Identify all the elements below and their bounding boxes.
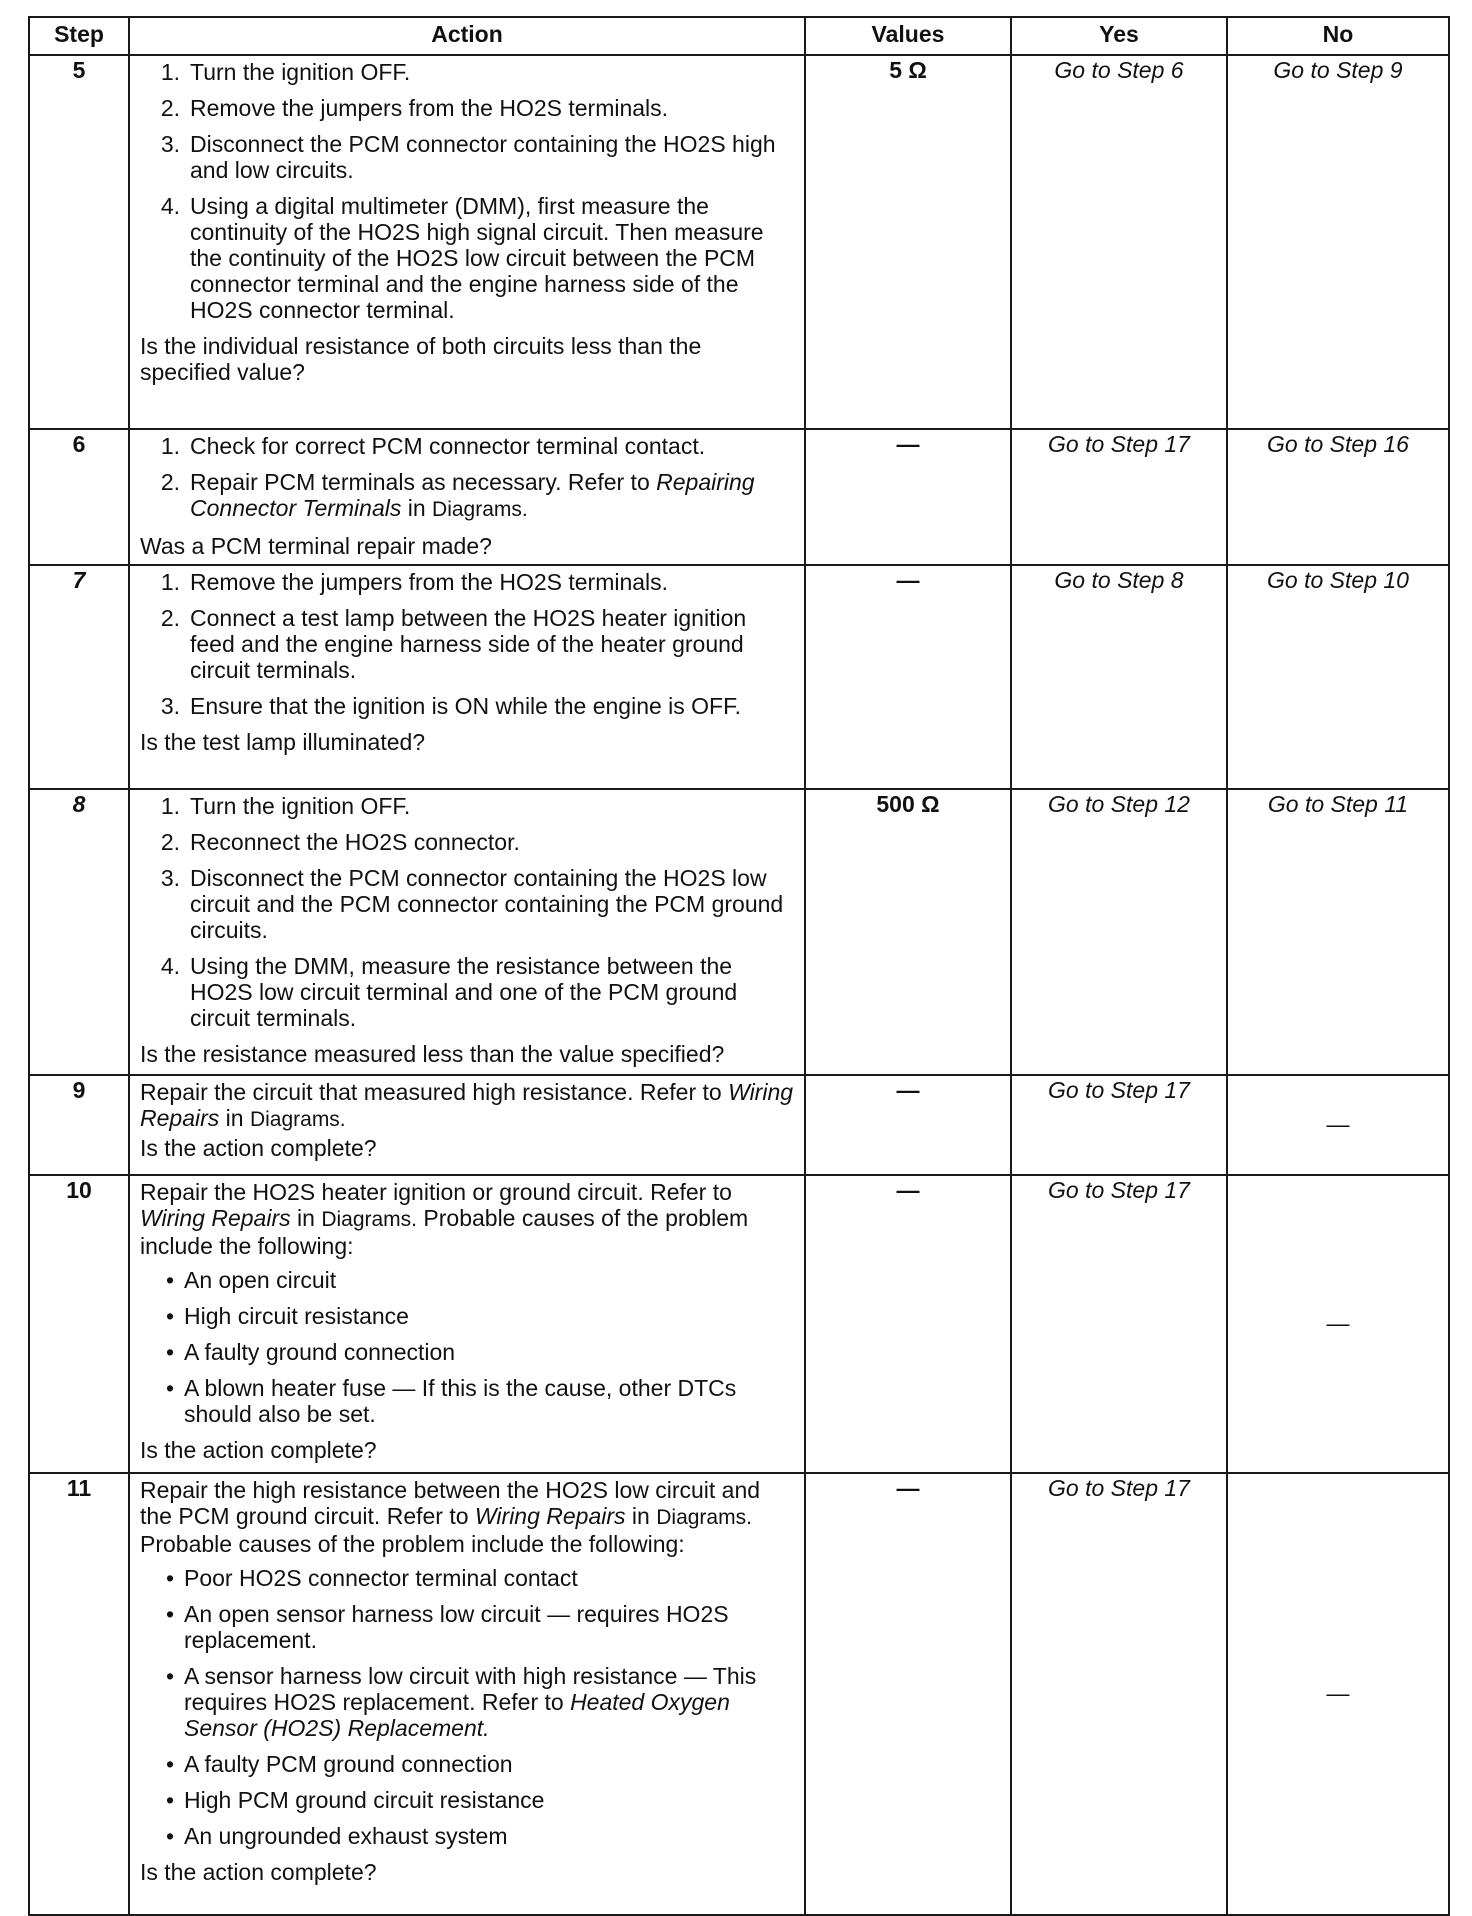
value-cell: — [805, 1473, 1011, 1915]
diagnostic-table [28, 16, 1450, 1916]
action-steps-list [140, 59, 794, 323]
no-cell: Go to Step 11 [1227, 789, 1449, 1075]
header-action: Action [129, 17, 805, 55]
list-item: • A faulty ground connection [165, 1339, 456, 1365]
step-number: 5 [29, 55, 129, 429]
list-item: 2. Reconnect the HO2S connector. [160, 829, 520, 855]
yes-cell: Go to Step 17 [1011, 1473, 1227, 1915]
value-cell: — [805, 565, 1011, 789]
list-item: • An open circuit [165, 1267, 337, 1293]
action-cell [129, 789, 805, 1075]
list-item: 1. Check for correct PCM connector terminal contact. [160, 433, 706, 459]
step-number: 11 [29, 1473, 129, 1915]
step-number: 7 [29, 565, 129, 789]
value-cell: — [805, 1175, 1011, 1473]
header-row [29, 17, 1449, 55]
list-item: 1. Turn the ignition OFF. [160, 59, 411, 85]
table-row-step-9 [29, 1075, 1449, 1175]
no-cell: — [1227, 1075, 1449, 1175]
action-question: Was a PCM terminal repair made? [140, 533, 492, 559]
list-item: 3. Disconnect the PCM connector containing the HO2S high and low circuits. [160, 131, 776, 183]
no-cell: Go to Step 16 [1227, 429, 1449, 565]
action-cell [129, 429, 805, 565]
yes-cell: Go to Step 17 [1011, 1175, 1227, 1473]
table-row-step-7 [29, 565, 1449, 789]
list-item: 1. Remove the jumpers from the HO2S terminals. [160, 569, 669, 595]
action-text: Repair the circuit that measured high resistance. Refer to Wiring Repairs in Diagrams. [140, 1079, 794, 1131]
action-cell [129, 55, 805, 429]
action-cell [129, 1473, 805, 1915]
action-question: Is the action complete? [140, 1859, 377, 1885]
action-question: Is the individual resistance of both circuits less than the specified value? [140, 333, 702, 385]
action-steps-list [140, 793, 794, 1031]
header-no: No [1227, 17, 1449, 55]
list-item: • High PCM ground circuit resistance [165, 1787, 545, 1813]
action-question: Is the action complete? [140, 1437, 377, 1463]
step-number: 10 [29, 1175, 129, 1473]
no-cell: — [1227, 1473, 1449, 1915]
header-yes: Yes [1011, 17, 1227, 55]
yes-cell: Go to Step 17 [1011, 1075, 1227, 1175]
value-cell: 500 Ω [805, 789, 1011, 1075]
list-item: • High circuit resistance [165, 1303, 409, 1329]
list-item: 4. Using the DMM, measure the resistance between the HO2S low circuit terminal and one of the PCM ground circuit terminals. [160, 953, 738, 1031]
diagnostic-table-page [28, 16, 1448, 1916]
list-item: • An ungrounded exhaust system [165, 1823, 508, 1849]
table-row-step-8 [29, 789, 1449, 1075]
value-cell: — [805, 429, 1011, 565]
action-cell [129, 565, 805, 789]
list-item: 3. Disconnect the PCM connector containing the HO2S low circuit and the PCM connector containing the PCM ground circuits. [160, 865, 784, 943]
action-question: Is the test lamp illuminated? [140, 729, 426, 755]
list-item: 2. Connect a test lamp between the HO2S heater ignition feed and the engine harness side of the heater ground circuit terminals. [160, 605, 747, 683]
no-cell: Go to Step 10 [1227, 565, 1449, 789]
list-item: • A sensor harness low circuit with high resistance — This requires HO2S replacement. Refer to Heated Oxygen Sensor (HO2S) Replacement. [165, 1663, 757, 1741]
action-text: Repair the high resistance between the HO2S low circuit and the PCM ground circuit. Refer to Wiring Repairs in Diagrams. Probable causes of the problem include the following: [140, 1477, 761, 1557]
list-item: 1. Turn the ignition OFF. [160, 793, 411, 819]
yes-cell: Go to Step 12 [1011, 789, 1227, 1075]
step-number: 8 [29, 789, 129, 1075]
no-cell: Go to Step 9 [1227, 55, 1449, 429]
no-cell: — [1227, 1175, 1449, 1473]
step-number: 9 [29, 1075, 129, 1175]
action-cell [129, 1075, 805, 1175]
list-item: • An open sensor harness low circuit — requires HO2S replacement. [165, 1601, 729, 1653]
value-cell: — [805, 1075, 1011, 1175]
action-steps-list [140, 569, 794, 719]
yes-cell: Go to Step 8 [1011, 565, 1227, 789]
step-number: 6 [29, 429, 129, 565]
list-item: • Poor HO2S connector terminal contact [165, 1565, 578, 1591]
action-cell [129, 1175, 805, 1473]
list-item: • A faulty PCM ground connection [165, 1751, 513, 1777]
table-row-step-11 [29, 1473, 1449, 1915]
yes-cell: Go to Step 17 [1011, 429, 1227, 565]
action-text: Repair the HO2S heater ignition or ground circuit. Refer to Wiring Repairs in Diagrams. Probable causes of the problem include the following: [140, 1179, 749, 1259]
value-cell: 5 Ω [805, 55, 1011, 429]
list-item: • A blown heater fuse — If this is the cause, other DTCs should also be set. [165, 1375, 737, 1427]
cause-list [140, 1267, 794, 1427]
action-steps-list [140, 433, 794, 523]
list-item: 2. Repair PCM terminals as necessary. Refer to Repairing Connector Terminals in Diagrams. [160, 469, 755, 521]
list-item: 3. Ensure that the ignition is ON while the engine is OFF. [160, 693, 742, 719]
cause-list [140, 1565, 794, 1849]
table-row-step-6 [29, 429, 1449, 565]
table-row-step-5 [29, 55, 1449, 429]
header-values: Values [805, 17, 1011, 55]
action-question: Is the action complete? [140, 1135, 377, 1161]
list-item: 2. Remove the jumpers from the HO2S terminals. [160, 95, 669, 121]
table-row-step-10 [29, 1175, 1449, 1473]
list-item: 4. Using a digital multimeter (DMM), first measure the continuity of the HO2S high signal circuit. Then measure the continuity of the HO2S low circuit between the PCM connector terminal and the engine harness side of the HO2S connector terminal. [160, 193, 764, 323]
yes-cell: Go to Step 6 [1011, 55, 1227, 429]
header-step: Step [29, 17, 129, 55]
action-question: Is the resistance measured less than the value specified? [140, 1041, 725, 1067]
